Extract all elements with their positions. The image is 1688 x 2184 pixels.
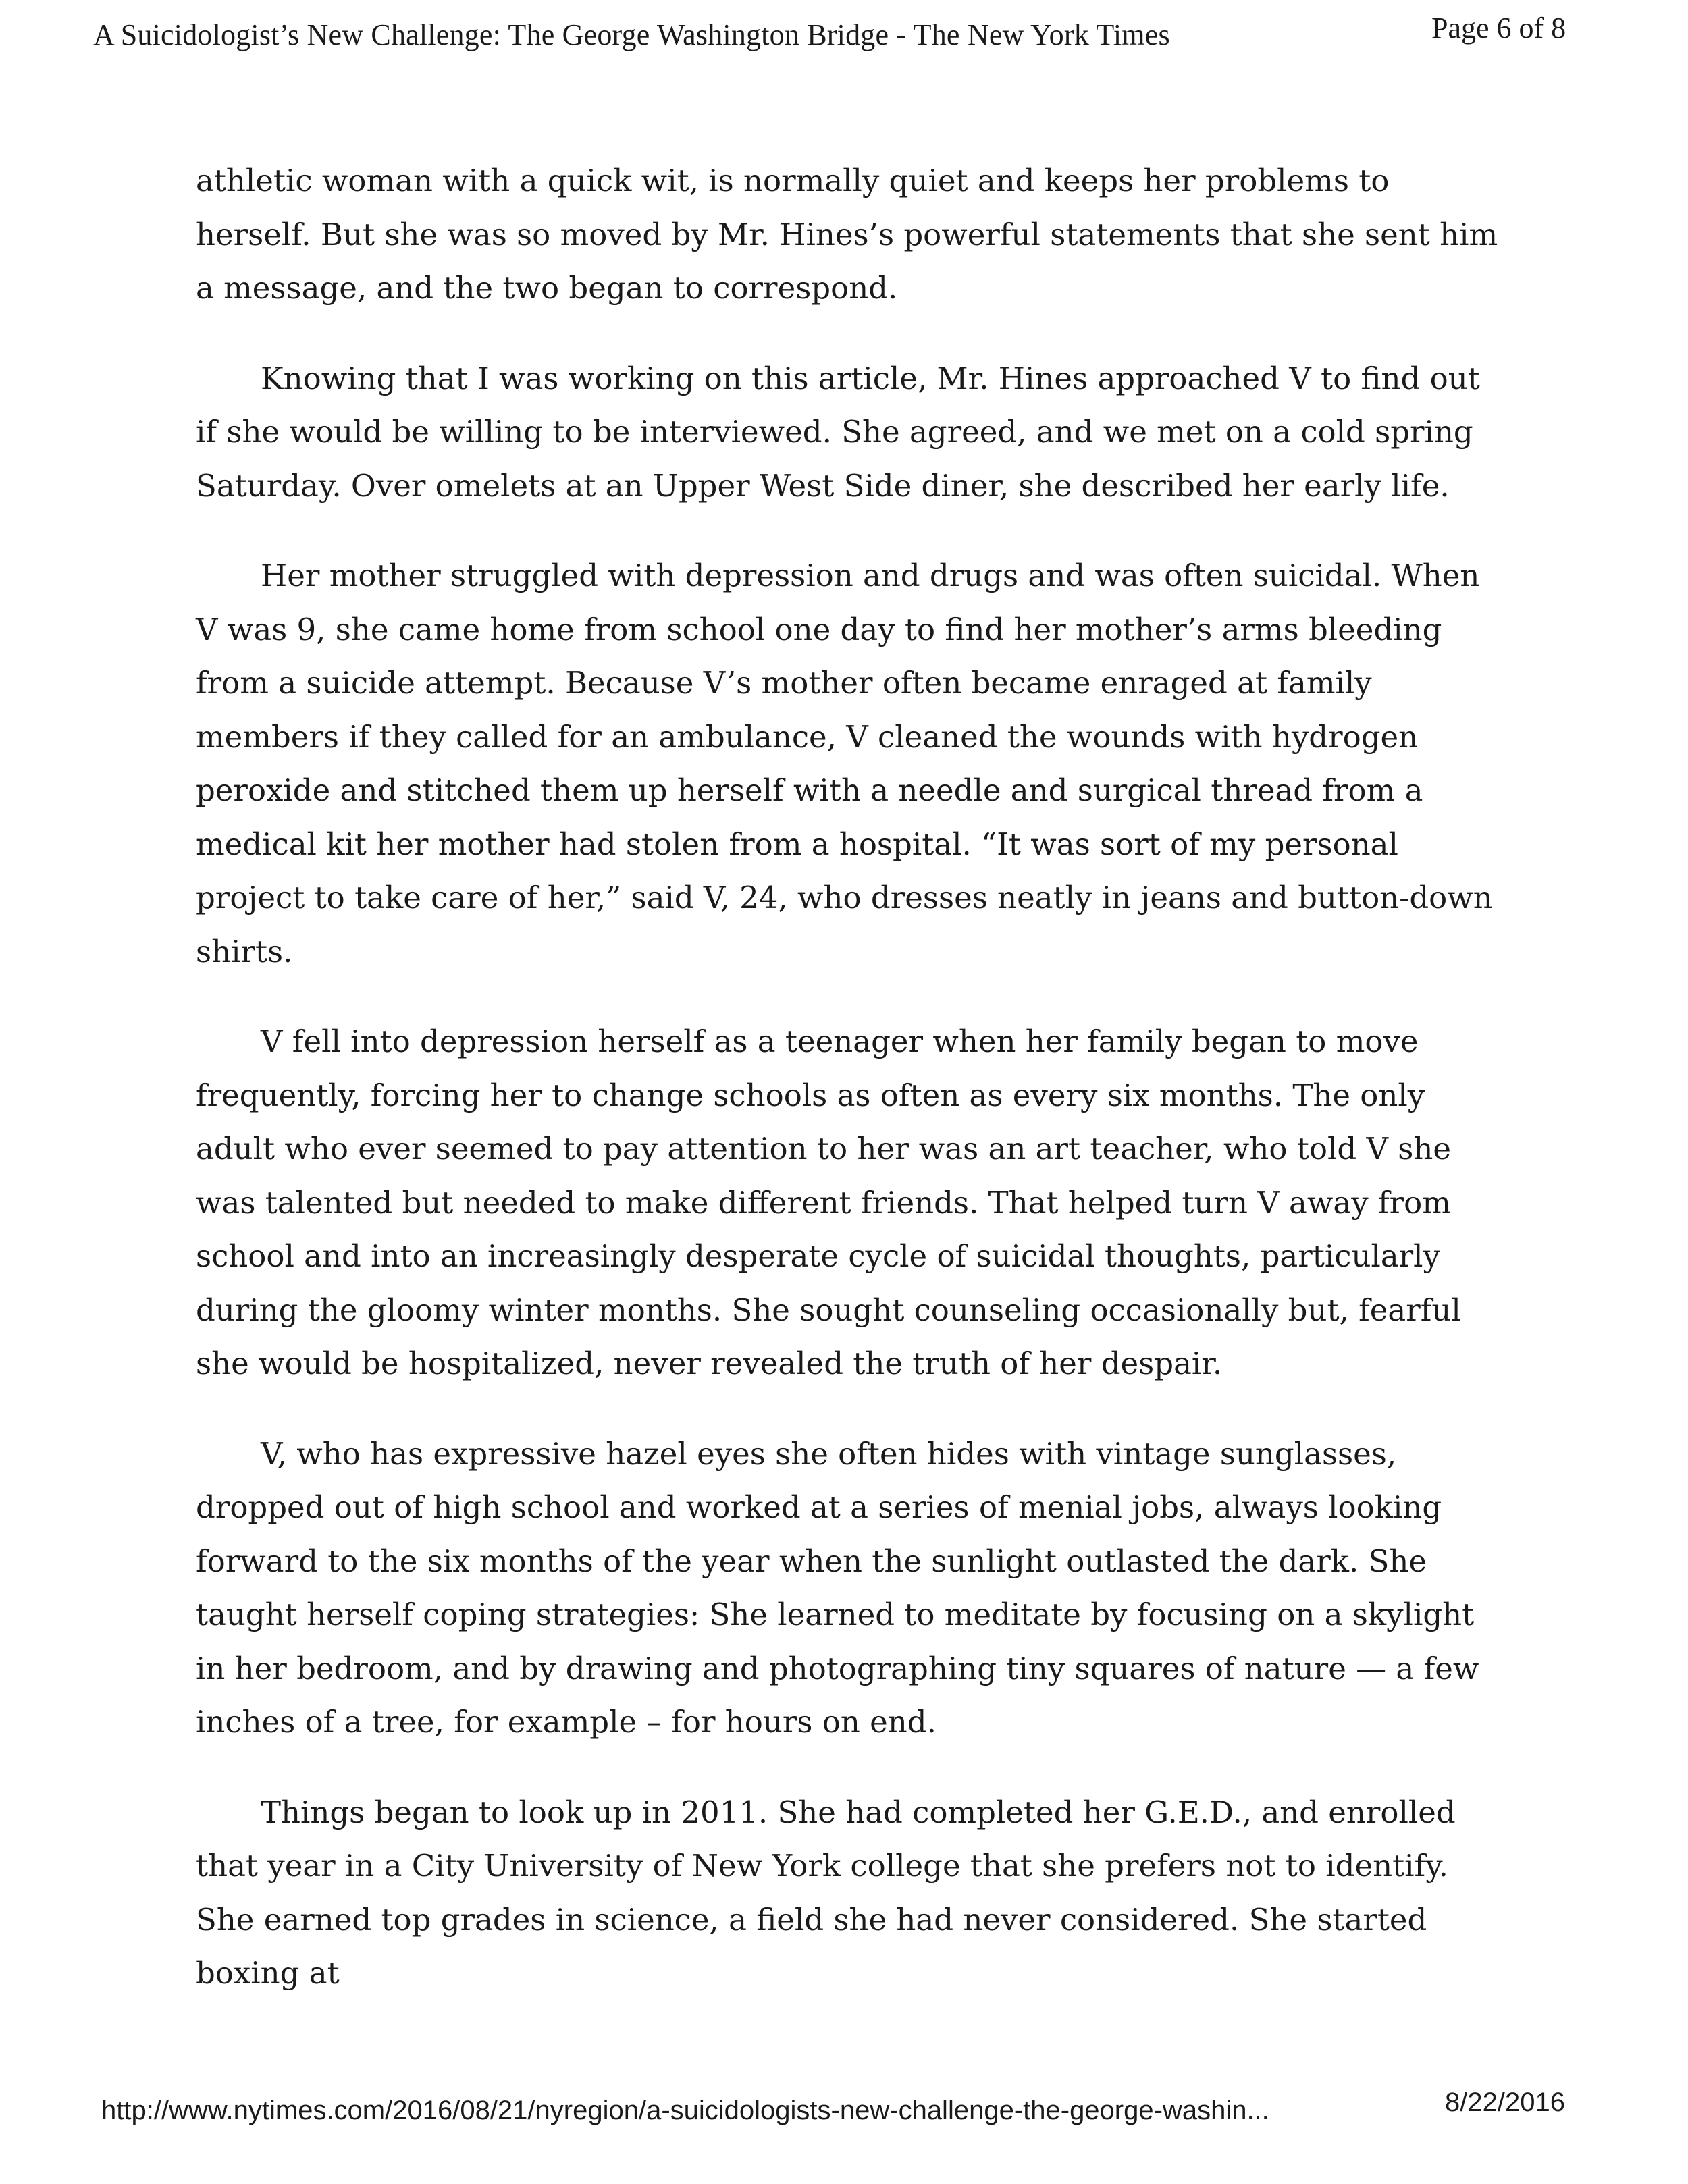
footer-date: 8/22/2016 xyxy=(1445,2087,1565,2117)
paragraph: V, who has expressive hazel eyes she often hides with vintage sunglasses, dropped out of high school and worked at a series of menial jobs, always looking forward to the six months of the year when the sunlight outlasted the dark. She taught herself coping strategies: She learned to meditate by focusing on a skylight in her bedroom, and by drawing and photographing tiny squares of nature — a few inches of a tree, for example – for hours on end. xyxy=(196,1435,1479,1740)
paragraph-continued: athletic woman with a quick wit, is normally quiet and keeps her problems to herself. But she was so moved by Mr. Hines’s powerful statements that she sent him a message, and the two began to correspond. xyxy=(196,163,1498,306)
paragraph: Things began to look up in 2011. She had completed her G.E.D., and enrolled that year in a City University of New York college that she prefers not to identify. She earned top grades in science, a field she had never considered. She started boxing at xyxy=(196,1794,1456,1991)
article-body xyxy=(196,154,1499,2037)
paragraph: Knowing that I was working on this article, Mr. Hines approached V to find out if she would be willing to be interviewed. She agreed, and we met on a cold spring Saturday. Over omelets at an Upper West Side diner, she described her early life. xyxy=(196,360,1480,504)
footer-url: http://www.nytimes.com/2016/08/21/nyregion/a-suicidologists-new-challenge-the-george-washin... xyxy=(101,2096,1269,2125)
header-title: A Suicidologist’s New Challenge: The George Washington Bridge - The New York Times xyxy=(93,18,1170,51)
paragraph: Her mother struggled with depression and drugs and was often suicidal. When V was 9, she came home from school one day to find her mother’s arms bleeding from a suicide attempt. Because V’s mother often became enraged at family members if they called for an ambulance, V cleaned the wounds with hydrogen peroxide and stitched them up herself with a needle and surgical thread from a medical kit her mother had stolen from a hospital. “It was sort of my personal project to take care of her,” said V, 24, who dresses neatly in jeans and button-down shirts. xyxy=(196,558,1493,969)
paragraph: V fell into depression herself as a teenager when her family began to move frequently, forcing her to change schools as often as every six months. The only adult who ever seemed to pay attention to her was an art teacher, who told V she was talented but needed to make different friends. That helped turn V away from school and into an increasingly desperate cycle of suicidal thoughts, particularly during the gloomy winter months. She sought counseling occasionally but, fearful she would be hospitalized, never revealed the truth of her despair. xyxy=(196,1023,1461,1381)
page-number: Page 6 of 8 xyxy=(1431,11,1566,45)
